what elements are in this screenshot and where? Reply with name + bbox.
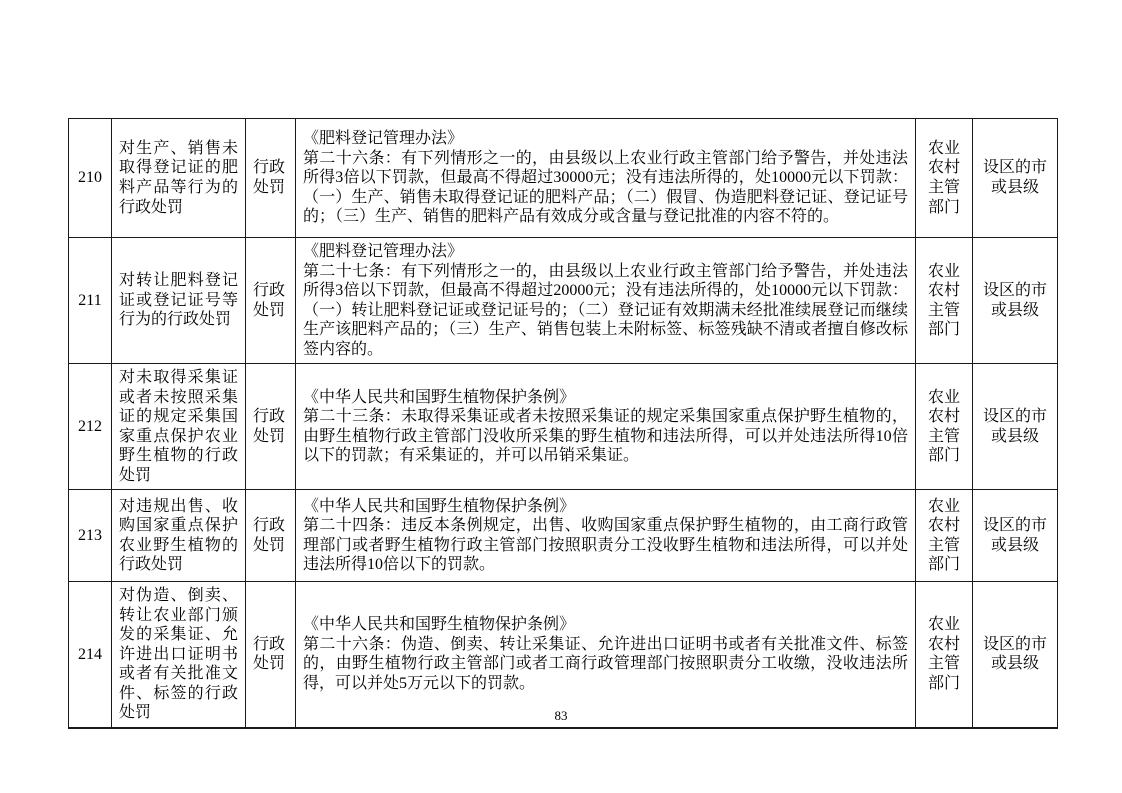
penalty-item-name: 对违规出售、收购国家重点保护农业野生植物的行政处罚 (112, 490, 246, 582)
table-row (69, 238, 1058, 364)
implementation-level: 设区的市或县级 (973, 238, 1058, 364)
implementation-level: 设区的市或县级 (973, 364, 1058, 490)
legal-basis-text: 第二十六条：有下列情形之一的，由县级以上农业行政主管部门给予警告，并处违法所得3倍以下罚款，但最高不得超过30000元；没有违法所得的，处10000元以下罚款：（一）生产、销售未取得登记证的肥料产品；（二）假冒、伪造肥料登记证、登记证号的；（三）生产、销售的肥料产品有效成分或含量与登记批准的内容不符的。 (303, 149, 908, 226)
implementing-department: 农业农村主管部门 (916, 582, 973, 728)
implementing-department: 农业农村主管部门 (916, 364, 973, 490)
penalty-type: 行政处罚 (246, 582, 296, 728)
legal-basis-cell (296, 119, 916, 238)
table-row (69, 364, 1058, 490)
implementing-department: 农业农村主管部门 (916, 490, 973, 582)
row-number: 214 (69, 582, 112, 728)
row-number: 212 (69, 364, 112, 490)
implementation-level: 设区的市或县级 (973, 582, 1058, 728)
row-number: 210 (69, 119, 112, 238)
penalty-type: 行政处罚 (246, 364, 296, 490)
legal-basis-title: 《中华人民共和国野生植物保护条例》 (303, 497, 576, 515)
table-row (69, 119, 1058, 238)
penalty-item-name: 对未取得采集证或者未按照采集证的规定采集国家重点保护农业野生植物的行政处罚 (112, 364, 246, 490)
legal-basis-cell (296, 582, 916, 728)
table-row (69, 582, 1058, 728)
row-number: 211 (69, 238, 112, 364)
implementation-level: 设区的市或县级 (973, 119, 1058, 238)
legal-basis-cell (296, 238, 916, 364)
penalty-table (68, 118, 1058, 729)
penalty-type: 行政处罚 (246, 119, 296, 238)
table-row (69, 490, 1058, 582)
penalty-item-name: 对转让肥料登记证或登记证号等行为的行政处罚 (112, 238, 246, 364)
penalty-type: 行政处罚 (246, 238, 296, 364)
penalty-table-body (69, 119, 1058, 728)
legal-basis-text: 第二十六条：伪造、倒卖、转让采集证、允许进出口证明书或者有关批准文件、标签的，由野生植物行政主管部门或者工商行政管理部门按照职责分工收缴，没收违法所得，可以并处5万元以下的罚款。 (303, 635, 908, 692)
row-number: 213 (69, 490, 112, 582)
implementing-department: 农业农村主管部门 (916, 238, 973, 364)
implementation-level: 设区的市或县级 (973, 490, 1058, 582)
penalty-type: 行政处罚 (246, 490, 296, 582)
legal-basis-cell (296, 364, 916, 490)
legal-basis-title: 《中华人民共和国野生植物保护条例》 (303, 388, 576, 406)
legal-basis-title: 《中华人民共和国野生植物保护条例》 (303, 616, 576, 634)
implementing-department: 农业农村主管部门 (916, 119, 973, 238)
legal-basis-title: 《肥料登记管理办法》 (303, 243, 464, 260)
legal-basis-text: 第二十七条：有下列情形之一的，由县级以上农业行政主管部门给予警告，并处违法所得3倍以下罚款，但最高不得超过20000元；没有违法所得的，处10000元以下罚款：（一）转让肥料登记证或登记证号的；（二）登记证有效期满未经批准续展登记而继续生产该肥料产品的；（三）生产、销售包装上未附标签、标签残缺不清或者擅自修改标签内容的。 (303, 262, 908, 358)
penalty-item-name: 对伪造、倒卖、转让农业部门颁发的采集证、允许进出口证明书或者有关批准文件、标签的行政处罚 (112, 582, 246, 728)
legal-basis-cell (296, 490, 916, 582)
page-number: 83 (554, 708, 568, 723)
legal-basis-title: 《肥料登记管理办法》 (303, 130, 464, 148)
legal-basis-text: 第二十四条：违反本条例规定，出售、收购国家重点保护野生植物的，由工商行政管理部门或者野生植物行政主管部门按照职责分工没收野生植物和违法所得，可以并处违法所得10倍以下的罚款。 (303, 517, 908, 574)
legal-basis-text: 第二十三条：未取得采集证或者未按照采集证的规定采集国家重点保护野生植物的，由野生植物行政主管部门没收所采集的野生植物和违法所得，可以并处违法所得10倍以下的罚款；有采集证的，并可以吊销采集证。 (303, 408, 908, 465)
penalty-item-name: 对生产、销售未取得登记证的肥料产品等行为的行政处罚 (112, 119, 246, 238)
